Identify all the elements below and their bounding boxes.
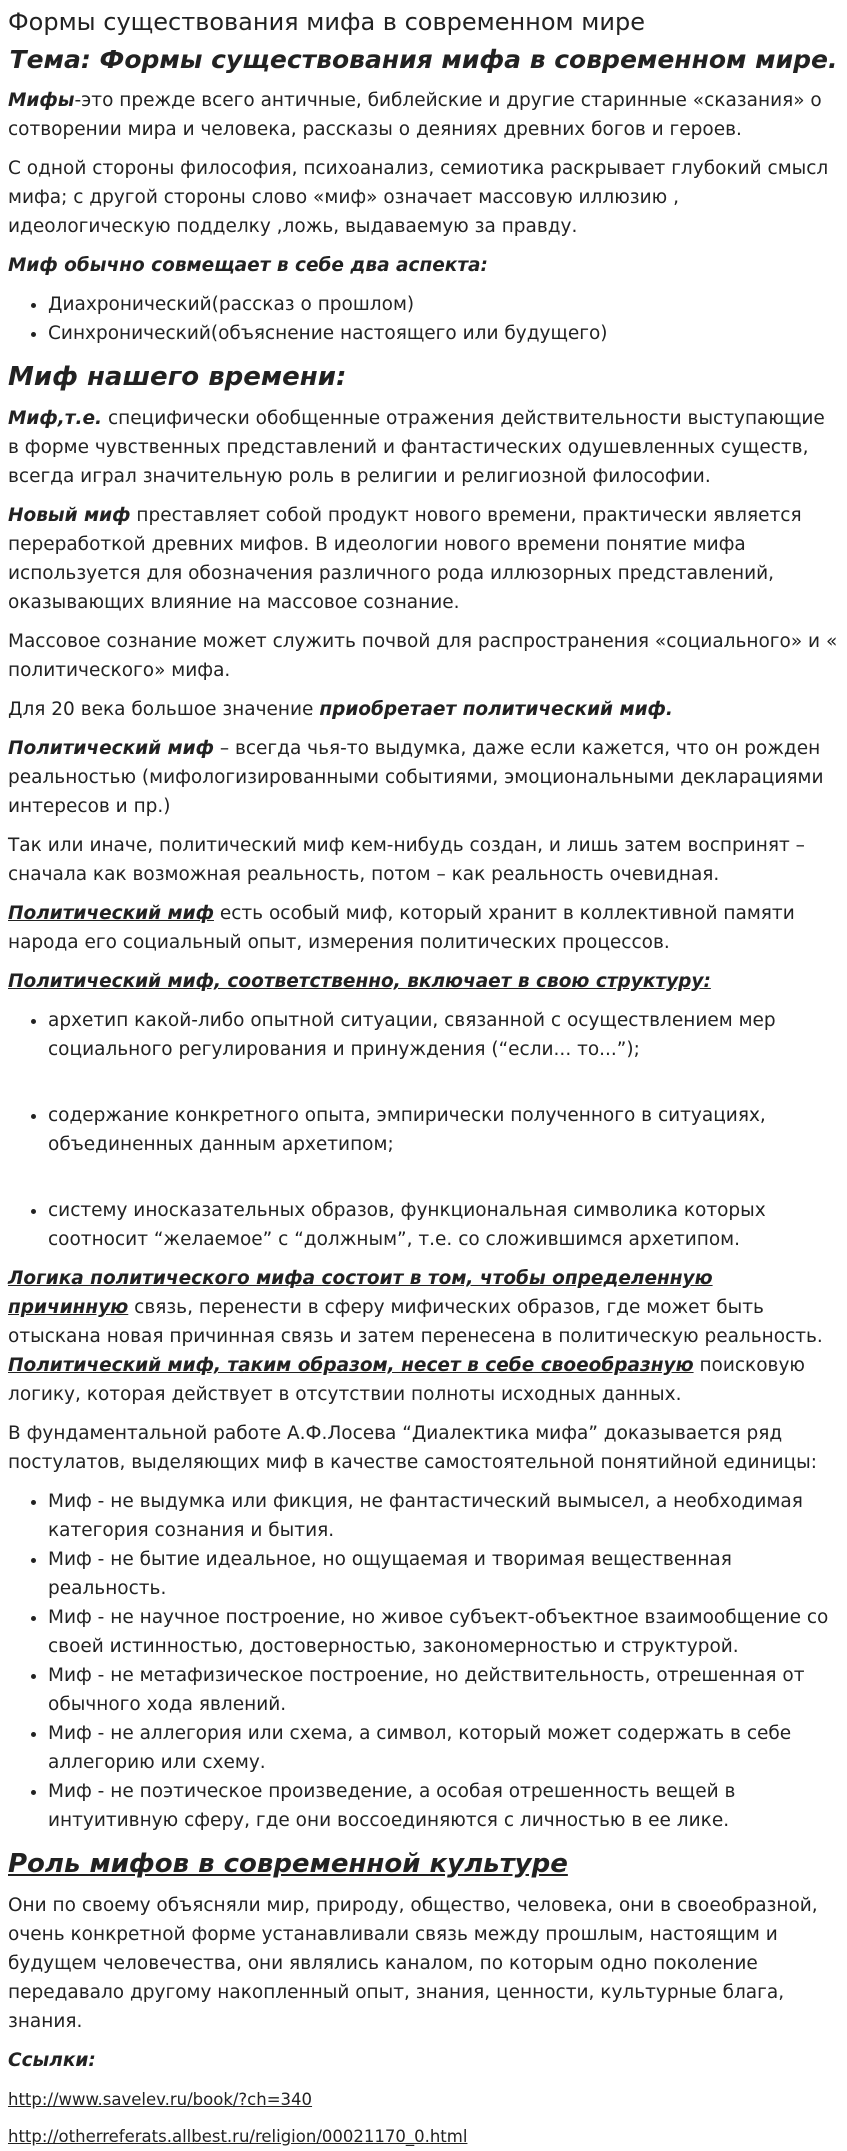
aspects-list xyxy=(8,290,839,348)
postulates-list xyxy=(8,1487,839,1835)
link-otherreferats[interactable]: http://otherreferats.allbest.ru/religion/00021170_0.html xyxy=(8,2127,468,2146)
paragraph-mass-consciousness: Массовое сознание может служить почвой для распространения «социального» и « политического» мифа. xyxy=(8,631,838,681)
structure-heading-text: Политический миф, соответственно, включает в свою структуру: xyxy=(8,971,711,992)
paragraph-text: связь, перенести в сферу мифических образов, где может быть отыскана новая причинная связь и затем перенесена в политическую реальность. xyxy=(8,1297,823,1347)
document-title: Формы существования мифа в современном мире xyxy=(8,8,645,36)
section-heading-modern-myth: Миф нашего времени: xyxy=(8,362,347,392)
paragraph-political-myth-logic xyxy=(8,1264,839,1409)
list-item: • архетип какой-либо опытной ситуации, связанной с осуществлением мер социального регулирования и принуждения (“если... то...”); xyxy=(48,1006,839,1064)
term-new-myth: Новый миф xyxy=(8,505,131,526)
paragraph-myths-definition xyxy=(8,86,839,144)
paragraph-text: специфически обобщенные отражения действительности выступающие в форме чувственных представлений и фантастических одушевленных существ, всегда играл значительную роль в религии и религиозной философии. xyxy=(8,408,825,487)
links-heading-text: Ссылки: xyxy=(8,2050,96,2071)
paragraph-20th-century xyxy=(8,695,839,724)
paragraph-myth-ie xyxy=(8,404,839,491)
paragraph-political-myth-created: Так или иначе, политический миф кем-нибудь создан, и лишь затем воспринят – сначала как возможная реальность, потом – как реальность очевидная. xyxy=(8,835,805,885)
list-item: • Диахронический(рассказ о прошлом) xyxy=(48,290,839,319)
term-myths: Мифы xyxy=(8,90,75,111)
paragraph-myth-meaning: С одной стороны философия, психоанализ, семиотика раскрывает глубокий смысл мифа; с другой стороны слово «миф» означает массовую иллюзию , идеологическую подделку ,ложь, выдаваемую за правду. xyxy=(8,158,829,237)
paragraph-text: поисковую логику, которая действует в отсутствии полноты исходных данных. xyxy=(8,1355,805,1405)
structure-heading xyxy=(8,967,839,996)
list-item: • Миф - не метафизическое построение, но действительность, отрешенная от обычного хода явлений. xyxy=(48,1661,839,1719)
theme-heading: Тема: Формы существования мифа в современном мире. xyxy=(9,45,838,74)
list-item: • систему иносказательных образов, функциональная символика которых соотносит “желаемое” с “должным”, т.е. со сложившимся архетипом. xyxy=(48,1196,839,1254)
list-item: • Миф - не выдумка или фикция, не фантастический вымысел, а необходимая категория сознания и бытия. xyxy=(48,1487,839,1545)
links-heading xyxy=(8,2046,839,2075)
paragraph-text: -это прежде всего античные, библейские и другие старинные «сказания» о сотворении мира и человека, рассказы о деяниях древних богов и героев. xyxy=(8,90,822,140)
term-political-myth: приобретает политический миф. xyxy=(319,699,673,720)
list-item: • Миф - не аллегория или схема, а символ, который может содержать в себе аллегорию или схему. xyxy=(48,1719,839,1777)
paragraph-role-of-myths: Они по своему объясняли мир, природу, общество, человека, они в своеобразной, очень конкретной форме устанавливали связь между прошлым, настоящим и будущем человечества, они являлись каналом, по которым одно поколение передавало другому накопленный опыт, знания, ценности, культурные блага, знания. xyxy=(8,1895,818,2032)
list-item: • Миф - не поэтическое произведение, а особая отрешенность вещей в интуитивную сферу, где они воссоединяются с личностью в ее лике. xyxy=(48,1777,839,1835)
list-item: • Миф - не научное построение, но живое субъект-объектное взаимообщение со своей истинностью, достоверностью, закономерностью и структурой. xyxy=(48,1603,839,1661)
paragraph-losev: В фундаментальной работе А.Ф.Лосева “Диалектика мифа” доказывается ряд постулатов, выделяющих миф в качестве самостоятельной понятийной единицы: xyxy=(8,1423,818,1473)
list-item: • Миф - не бытие идеальное, но ощущаемая и творимая вещественная реальность. xyxy=(48,1545,839,1603)
emphasis-logic: Логика политического мифа состоит в том, чтобы определенную причинную xyxy=(8,1268,713,1318)
aspects-heading xyxy=(8,251,839,280)
paragraph-text: есть особый миф, который хранит в коллективной памяти народа его социальный опыт, измерения политических процессов. xyxy=(8,903,795,953)
paragraph-text: Для 20 века большое значение xyxy=(8,699,320,720)
aspects-heading-text: Миф обычно совмещает в себе два аспекта: xyxy=(8,255,488,276)
emphasis-political-myth: Политический миф, таким образом, несет в себе своеобразную xyxy=(8,1355,694,1376)
paragraph-text: преставляет собой продукт нового времени, практически является переработкой древних мифов. В идеологии нового времени понятие мифа используется для обозначения различного рода иллюзорных представлений, оказывающих влияние на массовое сознание. xyxy=(8,505,802,613)
list-item: • Синхронический(объяснение настоящего или будущего) xyxy=(48,319,839,348)
paragraph-text: – всегда чья-то выдумка, даже если кажется, что он рожден реальностью (мифологизированными событиями, эмоциональными декларациями интересов и пр.) xyxy=(8,738,824,817)
term-political-myth: Политический миф xyxy=(8,903,214,924)
term-political-myth: Политический миф xyxy=(8,738,214,759)
link-savelev[interactable]: http://www.savelev.ru/book/?ch=340 xyxy=(8,2090,313,2109)
list-item: • содержание конкретного опыта, эмпирически полученного в ситуациях, объединенных данным архетипом; xyxy=(48,1101,839,1159)
paragraph-political-myth-memory xyxy=(8,899,839,957)
paragraph-new-myth xyxy=(8,501,839,617)
section-heading-role-of-myths: Роль мифов в современной культуре xyxy=(8,1849,568,1879)
structure-list xyxy=(8,1006,839,1254)
term-myth: Миф,т.е. xyxy=(8,408,103,429)
paragraph-political-myth-fiction xyxy=(8,734,839,821)
